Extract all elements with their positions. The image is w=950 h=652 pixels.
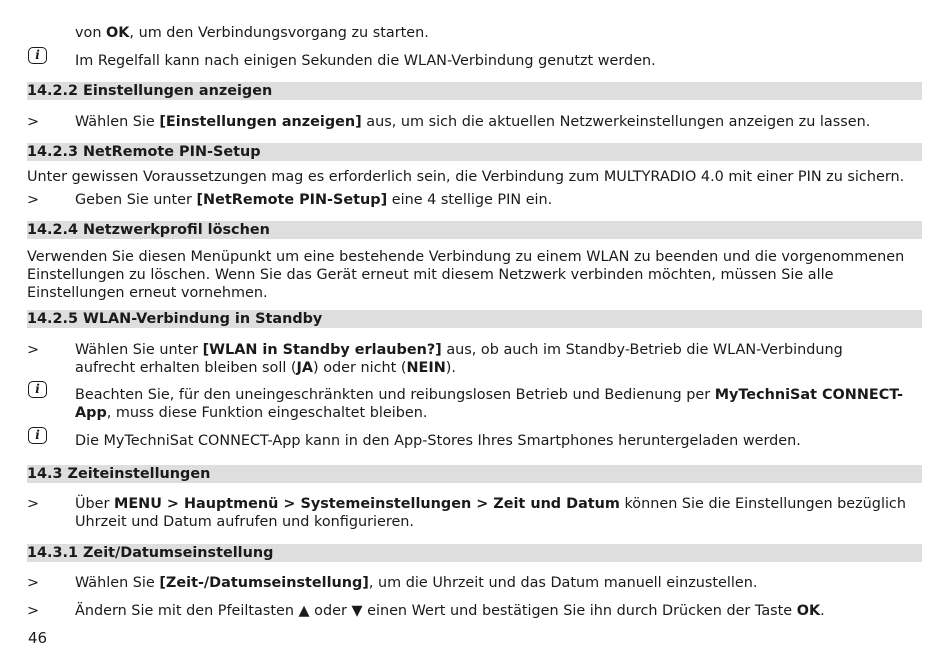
- section-heading-14-3: 14.3 Zeiteinstellungen: [27, 465, 922, 483]
- bullet-marker: >: [27, 342, 40, 358]
- paragraph-profil-loeschen: Verwenden Sie diesen Menüpunkt um eine bestehende Verbindung zu einem WLAN zu beenden und die vorgenommenen Einstellungen zu löschen. Wenn Sie das Gerät erneut mit diesem Netzwerk verbinden möchten, müssen Sie alle Einstellungen erneut vornehmen.: [27, 249, 905, 301]
- info-icon: i: [28, 47, 47, 64]
- bullet-marker: >: [27, 114, 40, 130]
- bullet-marker: >: [27, 192, 40, 208]
- step-einstellungen-anzeigen: Wählen Sie [Einstellungen anzeigen] aus, um sich die aktuellen Netzwerkeinstellungen anzeigen zu lassen.: [75, 114, 871, 130]
- section-heading-14-2-3: 14.2.3 NetRemote PIN-Setup: [27, 143, 922, 161]
- paragraph-ok-start: von OK, um den Verbindungsvorgang zu starten.: [75, 25, 429, 41]
- bullet-marker: >: [27, 603, 40, 619]
- bullet-marker: >: [27, 496, 40, 512]
- info-note-app: Beachten Sie, für den uneingeschränkten und reibungslosen Betrieb und Bedienung per MyTechniSat CONNECT-App, muss diese Funktion eingeschaltet bleiben.: [75, 387, 903, 421]
- paragraph-pin-intro: Unter gewissen Voraussetzungen mag es erforderlich sein, die Verbindung zum MULTYRADIO 4.0 mit einer PIN zu sichern.: [27, 169, 905, 185]
- section-heading-14-3-1: 14.3.1 Zeit/Datumseinstellung: [27, 544, 922, 562]
- step-zeit-datum: Wählen Sie [Zeit-/Datumseinstellung], um die Uhrzeit und das Datum manuell einzustellen.: [75, 575, 758, 591]
- section-heading-14-2-2: 14.2.2 Einstellungen anzeigen: [27, 82, 922, 100]
- info-note-wlan: Im Regelfall kann nach einigen Sekunden die WLAN-Verbindung genutzt werden.: [75, 53, 656, 69]
- info-note-download: Die MyTechniSat CONNECT-App kann in den App-Stores Ihres Smartphones heruntergeladen werden.: [75, 433, 801, 449]
- step-menu-zeit: Über MENU > Hauptmenü > Systemeinstellungen > Zeit und Datum können Sie die Einstellungen bezüglich Uhrzeit und Datum aufrufen und konfigurieren.: [75, 496, 906, 530]
- page-number: 46: [28, 629, 48, 647]
- section-heading-14-2-4: 14.2.4 Netzwerkprofil löschen: [27, 221, 922, 239]
- info-icon: i: [28, 381, 47, 398]
- step-pfeiltasten: Ändern Sie mit den Pfeiltasten ▲ oder ▼ einen Wert und bestätigen Sie ihn durch Drücken der Taste OK.: [75, 603, 825, 619]
- section-heading-14-2-5: 14.2.5 WLAN-Verbindung in Standby: [27, 310, 922, 328]
- bullet-marker: >: [27, 575, 40, 591]
- info-icon: i: [28, 427, 47, 444]
- step-pin-setup: Geben Sie unter [NetRemote PIN-Setup] eine 4 stellige PIN ein.: [75, 192, 553, 208]
- step-wlan-standby: Wählen Sie unter [WLAN in Standby erlauben?] aus, ob auch im Standby-Betrieb die WLAN-Verbindung aufrecht erhalten bleiben soll (JA) oder nicht (NEIN).: [75, 342, 843, 376]
